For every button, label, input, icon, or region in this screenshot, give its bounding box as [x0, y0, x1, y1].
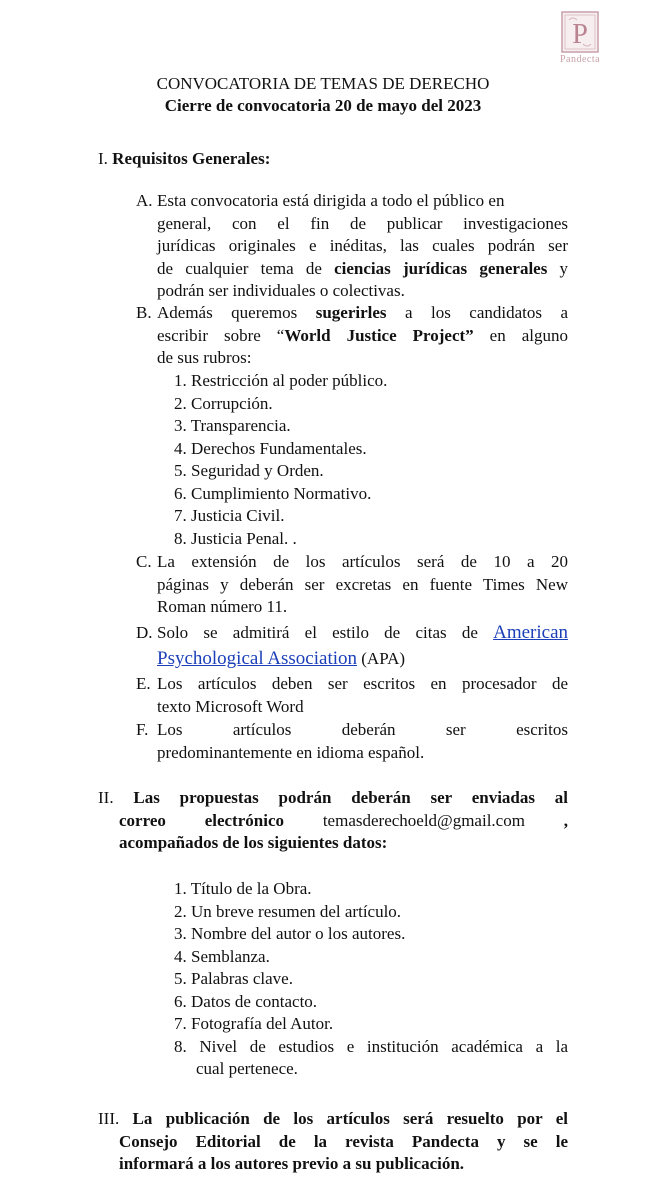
- requirement-f-line: predominantemente en idioma español.: [157, 742, 425, 762]
- section-2-line: acompañados de los siguientes datos:: [119, 833, 388, 852]
- requirement-e-label: E.: [136, 674, 151, 693]
- list-item: 1. Título de la Obra.: [174, 879, 312, 898]
- requirement-e: E. Los artículos deben ser escritos en procesador de texto Microsoft Word: [136, 673, 568, 718]
- list-item: cual pertenece.: [196, 1059, 298, 1078]
- list-item: 8. Nivel de estudios e institución académica a la: [174, 1036, 568, 1056]
- section-1-title: Requisitos Generales:: [112, 149, 271, 168]
- list-item: 4. Semblanza.: [174, 946, 270, 966]
- list-item: 7. Fotografía del Autor.: [174, 1014, 334, 1033]
- list-item: 6. Datos de contacto.: [174, 991, 318, 1011]
- list-item: 2. Corrupción.: [174, 393, 273, 413]
- list-item: 3. Transparencia.: [174, 416, 291, 435]
- requirement-c-line: páginas y deberán ser excretas en fuente Times New: [157, 574, 568, 594]
- list-item: 6. Cumplimiento Normativo.: [174, 483, 372, 503]
- requirement-b: B. Además queremos sugerirles a los candidatos a escribir sobre “World Justice Project” en alguno de sus rubros:: [136, 302, 568, 370]
- section-2: II. Las propuestas podrán deberán ser enviadas al correo electrónico temasderechoeld@gmail.com , acompañados de los siguientes datos:: [98, 787, 568, 855]
- emphasis-wjp: World Justice Project”: [284, 325, 474, 345]
- wjp-rubros-list: [174, 370, 574, 550]
- requirement-d: D. Solo se admitirá el estilo de citas de American Psychological Association (APA): [136, 622, 568, 669]
- requirement-c-line: Roman número 11.: [157, 597, 288, 616]
- svg-text:P: P: [572, 19, 588, 50]
- emphasis-ciencias: ciencias jurídicas generales: [334, 258, 548, 278]
- list-item: 1. Restricción al poder público.: [174, 371, 388, 390]
- ornate-p-icon: [560, 10, 600, 54]
- pandecta-logo: [556, 10, 604, 66]
- requirement-b-label: B.: [136, 303, 152, 322]
- list-item: 5. Seguridad y Orden.: [174, 461, 324, 480]
- requirement-a: [136, 190, 568, 303]
- requirement-a-line: podrán ser individuales o colectivas.: [157, 281, 405, 300]
- section-2-number: II.: [98, 788, 114, 807]
- section-3-number: III.: [98, 1109, 120, 1128]
- list-item: 8. Justicia Penal. .: [174, 528, 297, 548]
- apa-link[interactable]: Psychological Association: [157, 648, 358, 669]
- list-item: 7. Justicia Civil.: [174, 506, 285, 525]
- apa-link[interactable]: American: [493, 622, 568, 643]
- requirement-c-label: C.: [136, 552, 152, 571]
- requirement-a-line: de cualquier tema de ciencias jurídicas generales y: [157, 258, 569, 278]
- requirement-c: C. La extensión de los artículos será de 10 a 20 páginas y deberán ser excretas en fuente Times New Roman número 11.: [136, 551, 568, 619]
- section-3-line: informará a los autores previo a su publicación.: [119, 1154, 465, 1173]
- requirement-a-line: general, con el fin de publicar investigaciones: [157, 213, 568, 233]
- deadline-subtitle: Cierre de convocatoria 20 de mayo del 2023: [164, 96, 482, 115]
- requirement-b-line: de sus rubros:: [157, 348, 252, 367]
- page-title: CONVOCATORIA DE TEMAS DE DERECHO: [156, 74, 490, 93]
- list-item: 4. Derechos Fundamentales.: [174, 438, 367, 458]
- requirement-f-label: F.: [136, 720, 149, 739]
- requirement-e-line: texto Microsoft Word: [157, 696, 304, 716]
- list-item: 3. Nombre del autor o los autores.: [174, 924, 406, 943]
- requirement-f: F. Los artículos deberán ser escritos predominantemente en idioma español.: [136, 719, 568, 764]
- list-item: 5. Palabras clave.: [174, 969, 293, 988]
- requirement-a-line: Esta convocatoria está dirigida a todo el público en: [157, 191, 505, 210]
- requirement-a-label: A.: [136, 191, 153, 210]
- section-1-number: I.: [98, 149, 108, 168]
- submission-data-list: [174, 878, 568, 1081]
- list-item: 2. Un breve resumen del artículo.: [174, 901, 402, 921]
- email-address[interactable]: temasderechoeld@gmail.com: [322, 810, 525, 830]
- section-3: III. La publicación de los artículos será resuelto por el Consejo Editorial de la revista Pandecta y se le informará a los autores previo a su publicación.: [98, 1108, 568, 1176]
- section-3-line: Consejo Editorial de la revista Pandecta y se le: [119, 1131, 568, 1151]
- emphasis-sugerirles: sugerirles: [315, 303, 387, 322]
- requirement-a-line: jurídicas originales e inéditas, las cuales podrán ser: [157, 236, 568, 255]
- requirement-d-label: D.: [136, 623, 153, 642]
- logo-name: Pandecta: [559, 54, 601, 65]
- section-1-heading: [98, 148, 270, 171]
